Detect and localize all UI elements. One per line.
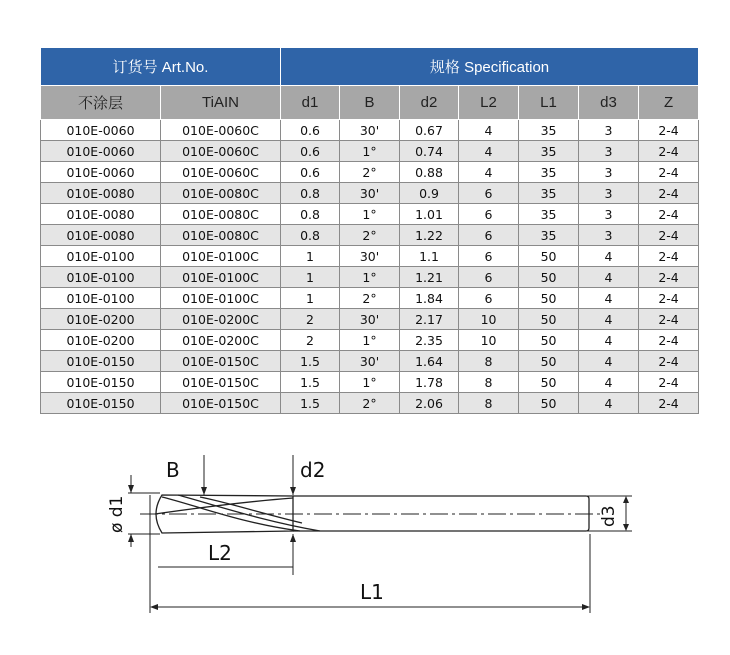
table-cell: 2.17 — [400, 309, 459, 330]
table-cell: 2° — [340, 225, 400, 246]
table-cell: 0.8 — [281, 183, 340, 204]
table-row — [41, 330, 699, 351]
table-cell: 6 — [459, 246, 519, 267]
table-cell: 010E-0060 — [41, 141, 161, 162]
table-cell: 0.9 — [400, 183, 459, 204]
table-cell: 2-4 — [639, 141, 699, 162]
table-cell: 10 — [459, 309, 519, 330]
table-cell: 010E-0200 — [41, 309, 161, 330]
table-cell: 010E-0100C — [161, 288, 281, 309]
table-cell: 30' — [340, 309, 400, 330]
table-cell: 2-4 — [639, 267, 699, 288]
table-row — [41, 120, 699, 141]
table-cell: 2-4 — [639, 246, 699, 267]
table-cell: 6 — [459, 225, 519, 246]
table-cell: 1 — [281, 246, 340, 267]
table-cell: 4 — [579, 288, 639, 309]
table-cell: 2-4 — [639, 330, 699, 351]
table-cell: 010E-0150C — [161, 372, 281, 393]
table-cell: 010E-0060 — [41, 120, 161, 141]
table-cell: 35 — [519, 225, 579, 246]
table-cell: 0.74 — [400, 141, 459, 162]
table-cell: 8 — [459, 372, 519, 393]
table-cell: 010E-0100 — [41, 246, 161, 267]
table-cell: 010E-0200 — [41, 330, 161, 351]
table-cell: 1.5 — [281, 393, 340, 414]
table-cell: 2-4 — [639, 288, 699, 309]
table-cell: 0.6 — [281, 120, 340, 141]
table-cell: 50 — [519, 246, 579, 267]
table-row — [41, 309, 699, 330]
col-header-d2: d2 — [400, 86, 459, 120]
table-cell: 3 — [579, 141, 639, 162]
table-cell: 4 — [579, 246, 639, 267]
table-cell: 1° — [340, 330, 400, 351]
table-cell: 2° — [340, 162, 400, 183]
table-cell: 35 — [519, 162, 579, 183]
table-cell: 2 — [281, 309, 340, 330]
table-cell: 1° — [340, 267, 400, 288]
col-header-z: Z — [639, 86, 699, 120]
table-cell: 4 — [579, 309, 639, 330]
table-cell: 35 — [519, 183, 579, 204]
table-cell: 50 — [519, 267, 579, 288]
table-cell: 1.01 — [400, 204, 459, 225]
label-l1: L1 — [360, 580, 384, 604]
specification-header: 规格 Specification — [281, 48, 699, 86]
table-cell: 2-4 — [639, 183, 699, 204]
table-row — [41, 351, 699, 372]
table-cell: 4 — [459, 141, 519, 162]
table-cell: 010E-0080 — [41, 225, 161, 246]
table-cell: 010E-0150 — [41, 351, 161, 372]
table-cell: 50 — [519, 309, 579, 330]
table-cell: 6 — [459, 204, 519, 225]
table-cell: 010E-0200C — [161, 330, 281, 351]
table-cell: 6 — [459, 267, 519, 288]
table-cell: 010E-0060C — [161, 141, 281, 162]
table-cell: 010E-0100 — [41, 288, 161, 309]
table-cell: 2-4 — [639, 225, 699, 246]
table-cell: 3 — [579, 225, 639, 246]
table-cell: 0.6 — [281, 162, 340, 183]
table-cell: 1° — [340, 204, 400, 225]
table-cell: 2.06 — [400, 393, 459, 414]
table-cell: 010E-0100 — [41, 267, 161, 288]
table-cell: 35 — [519, 120, 579, 141]
table-cell: 35 — [519, 141, 579, 162]
table-row — [41, 267, 699, 288]
end-mill-shape — [140, 495, 600, 533]
table-cell: 010E-0150 — [41, 372, 161, 393]
table-cell: 1° — [340, 141, 400, 162]
table-cell: 010E-0100C — [161, 267, 281, 288]
table-cell: 4 — [579, 393, 639, 414]
table-cell: 010E-0150C — [161, 351, 281, 372]
table-cell: 010E-0060C — [161, 162, 281, 183]
label-d2: d2 — [300, 458, 326, 482]
table-cell: 50 — [519, 330, 579, 351]
table-cell: 3 — [579, 183, 639, 204]
table-cell: 2-4 — [639, 351, 699, 372]
specification-table — [40, 47, 699, 414]
col-header-d1: d1 — [281, 86, 340, 120]
table-cell: 010E-0080C — [161, 225, 281, 246]
table-cell: 6 — [459, 183, 519, 204]
table-cell: 8 — [459, 351, 519, 372]
table-cell: 0.8 — [281, 225, 340, 246]
table-cell: 50 — [519, 288, 579, 309]
label-b: B — [166, 458, 180, 482]
table-row — [41, 162, 699, 183]
table-row — [41, 204, 699, 225]
table-cell: 2-4 — [639, 162, 699, 183]
table-row — [41, 141, 699, 162]
table-cell: 1.5 — [281, 351, 340, 372]
table-cell: 2-4 — [639, 372, 699, 393]
col-header-b: B — [340, 86, 400, 120]
col-header-d3: d3 — [579, 86, 639, 120]
table-cell: 2.35 — [400, 330, 459, 351]
table-cell: 010E-0060C — [161, 120, 281, 141]
table-cell: 010E-0060 — [41, 162, 161, 183]
col-header-tialn: TiAIN — [161, 86, 281, 120]
table-cell: 0.88 — [400, 162, 459, 183]
table-row — [41, 393, 699, 414]
table-cell: 1.21 — [400, 267, 459, 288]
table-cell: 30' — [340, 120, 400, 141]
table-cell: 6 — [459, 288, 519, 309]
table-cell: 010E-0080C — [161, 183, 281, 204]
art-no-header: 订货号 Art.No. — [41, 48, 281, 86]
table-cell: 3 — [579, 204, 639, 225]
end-mill-diagram — [0, 435, 730, 655]
table-cell: 4 — [579, 351, 639, 372]
table-cell: 2-4 — [639, 393, 699, 414]
label-l2: L2 — [208, 541, 232, 565]
table-row — [41, 372, 699, 393]
table-cell: 1.22 — [400, 225, 459, 246]
table-row — [41, 288, 699, 309]
table-cell: 010E-0150 — [41, 393, 161, 414]
table-cell: 010E-0080C — [161, 204, 281, 225]
table-body — [41, 120, 699, 414]
table-cell: 2 — [281, 330, 340, 351]
table-cell: 1.1 — [400, 246, 459, 267]
table-cell: 4 — [579, 267, 639, 288]
table-cell: 50 — [519, 351, 579, 372]
table-cell: 2-4 — [639, 309, 699, 330]
table-cell: 1.5 — [281, 372, 340, 393]
table-cell: 0.67 — [400, 120, 459, 141]
col-header-l2: L2 — [459, 86, 519, 120]
table-cell: 1.84 — [400, 288, 459, 309]
table-row — [41, 246, 699, 267]
table-cell: 2-4 — [639, 120, 699, 141]
table-cell: 10 — [459, 330, 519, 351]
col-header-l1: L1 — [519, 86, 579, 120]
table-cell: 2-4 — [639, 204, 699, 225]
table-cell: 4 — [459, 162, 519, 183]
table-cell: 0.6 — [281, 141, 340, 162]
table-cell: 010E-0080 — [41, 204, 161, 225]
table-cell: 50 — [519, 393, 579, 414]
table-cell: 010E-0100C — [161, 246, 281, 267]
table-cell: 35 — [519, 204, 579, 225]
table-cell: 3 — [579, 162, 639, 183]
col-header-uncoated: 不涂层 — [41, 86, 161, 120]
table-cell: 8 — [459, 393, 519, 414]
table-cell: 1 — [281, 267, 340, 288]
table-cell: 010E-0150C — [161, 393, 281, 414]
label-d1: ø d1 — [107, 495, 127, 533]
table-cell: 30' — [340, 183, 400, 204]
table-cell: 2° — [340, 288, 400, 309]
table-row — [41, 183, 699, 204]
table-cell: 010E-0200C — [161, 309, 281, 330]
label-d3: d3 — [599, 505, 619, 527]
table-cell: 30' — [340, 351, 400, 372]
table-cell: 50 — [519, 372, 579, 393]
table-cell: 30' — [340, 246, 400, 267]
table-cell: 1.78 — [400, 372, 459, 393]
table-group-header-row — [41, 48, 699, 86]
table-column-header-row — [41, 86, 699, 120]
table-cell: 0.8 — [281, 204, 340, 225]
table-cell: 010E-0080 — [41, 183, 161, 204]
table-cell: 4 — [579, 330, 639, 351]
table-cell: 2° — [340, 393, 400, 414]
table-cell: 4 — [579, 372, 639, 393]
table-cell: 1° — [340, 372, 400, 393]
table-cell: 4 — [459, 120, 519, 141]
table-cell: 1 — [281, 288, 340, 309]
table-cell: 3 — [579, 120, 639, 141]
table-row — [41, 225, 699, 246]
table-cell: 1.64 — [400, 351, 459, 372]
